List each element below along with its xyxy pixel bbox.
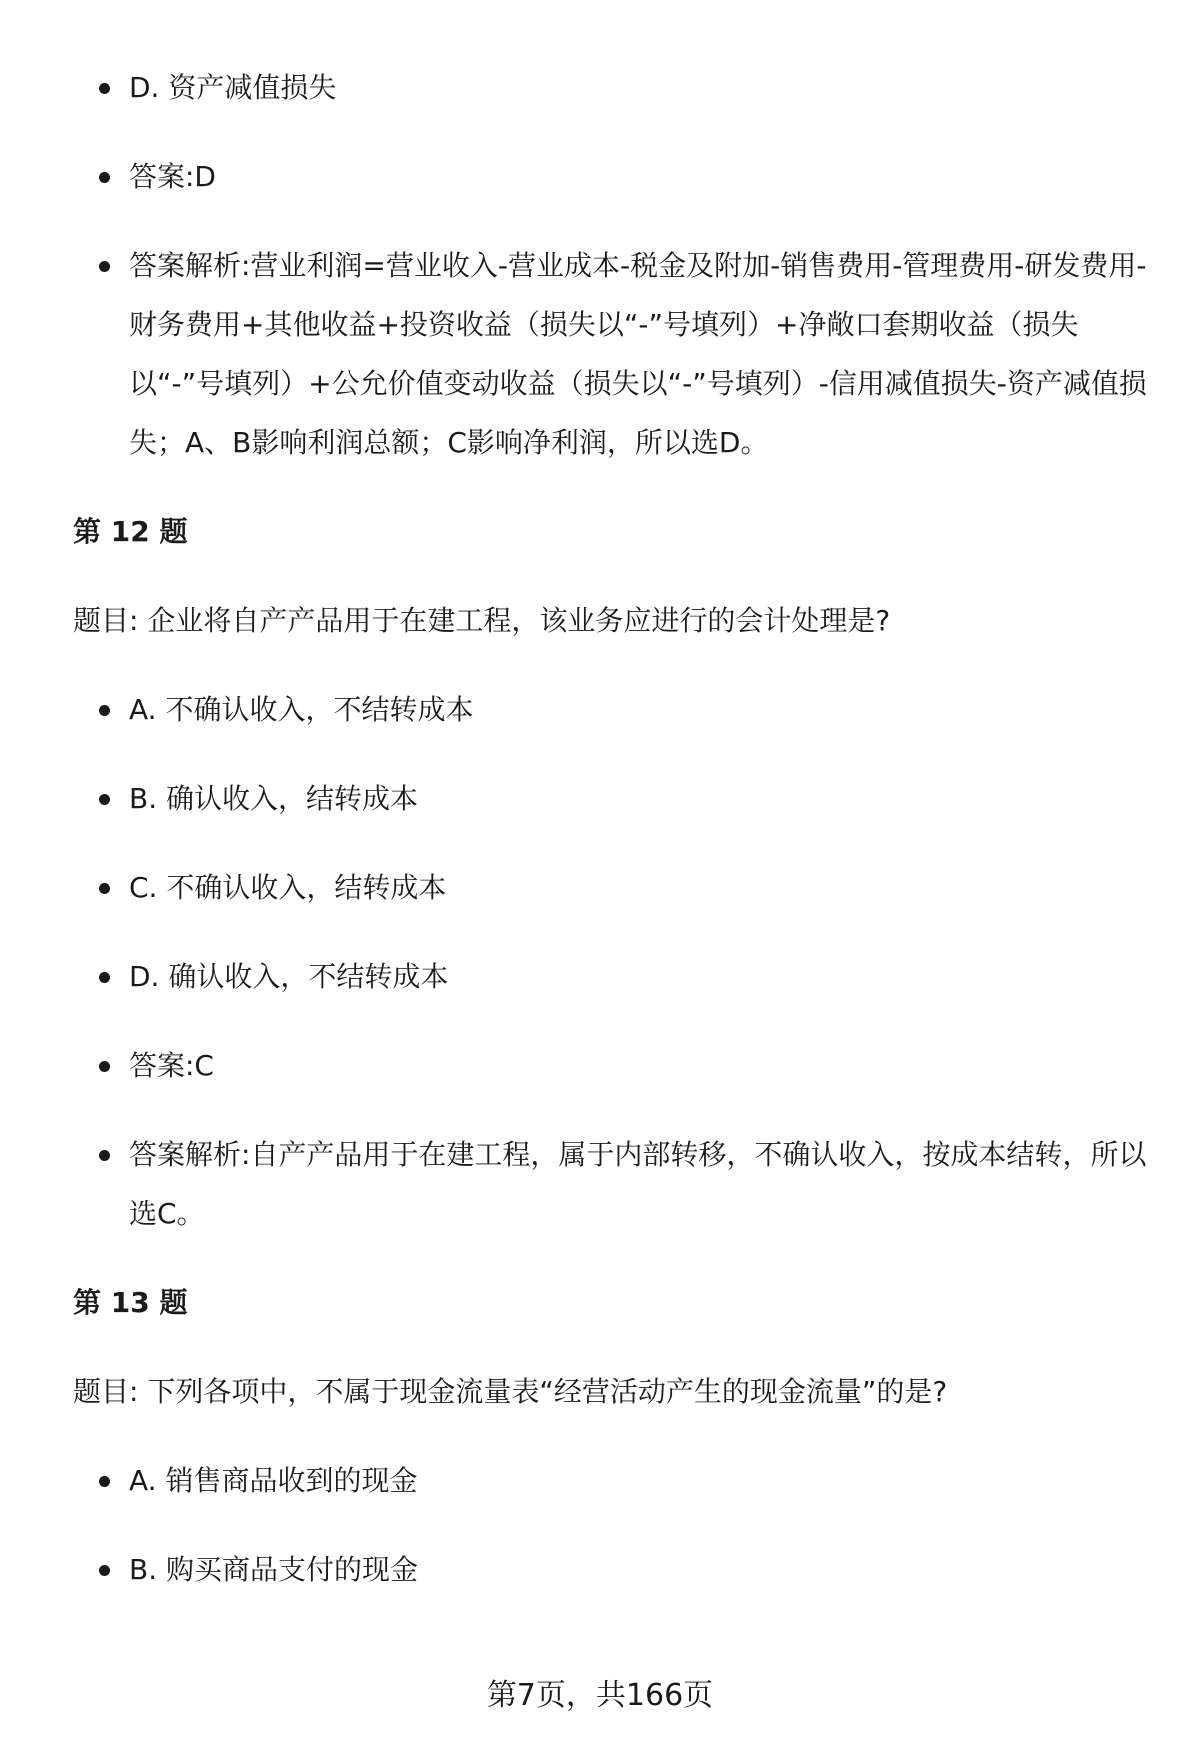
question-heading: 第 12 题 [73, 515, 188, 548]
answer-text: 答案:D [129, 160, 216, 193]
option-text: A. 不确认收入，不结转成本 [129, 693, 474, 726]
option-item [73, 769, 1153, 828]
answer-item [73, 1036, 1153, 1095]
option-item [73, 1540, 1153, 1599]
explanation-text: 答案解析:自产产品用于在建工程，属于内部转移，不确认收入，按成本结转，所以选C。 [129, 1138, 1147, 1230]
question-heading: 第 13 题 [73, 1286, 188, 1319]
option-item [73, 858, 1153, 917]
bullet-dot-icon [99, 883, 110, 894]
option-item [73, 1451, 1153, 1510]
answer-text: 答案:C [129, 1049, 214, 1082]
explanation-item [73, 1125, 1153, 1243]
option-text: D. 确认收入，不结转成本 [129, 960, 449, 993]
explanation-text: 答案解析:营业利润=营业收入-营业成本-税金及附加-销售费用-管理费用-研发费用-财务费用+其他收益+投资收益（损失以“-”号填列）+净敞口套期收益（损失以“-”号填列）+公允价值变动收益（损失以“-”号填列）-信用减值损失-资产减值损失；A、B影响利润总额；C影响净利润，所以选D。 [129, 249, 1147, 459]
explanation-item [73, 236, 1153, 472]
bullet-dot-icon [99, 261, 110, 272]
bullet-dot-icon [99, 1476, 110, 1487]
option-item [73, 680, 1153, 739]
option-text: D. 资产减值损失 [129, 71, 337, 104]
bullet-dot-icon [99, 1150, 110, 1161]
option-item [73, 58, 1153, 117]
bullet-dot-icon [99, 794, 110, 805]
bullet-dot-icon [99, 1565, 110, 1576]
option-text: B. 确认收入，结转成本 [129, 782, 419, 815]
option-item [73, 947, 1153, 1006]
bullet-dot-icon [99, 83, 110, 94]
bullet-dot-icon [99, 972, 110, 983]
question-stem: 题目: 下列各项中，不属于现金流量表“经营活动产生的现金流量”的是? [73, 1375, 948, 1408]
option-text: A. 销售商品收到的现金 [129, 1464, 418, 1497]
bullet-dot-icon [99, 705, 110, 716]
document-content [73, 58, 1153, 1629]
bullet-dot-icon [99, 1061, 110, 1072]
option-text: B. 购买商品支付的现金 [129, 1553, 419, 1586]
question-stem: 题目: 企业将自产产品用于在建工程，该业务应进行的会计处理是? [73, 604, 891, 637]
option-text: C. 不确认收入，结转成本 [129, 871, 447, 904]
answer-item [73, 147, 1153, 206]
bullet-dot-icon [99, 172, 110, 183]
page-number-footer: 第7页，共166页 [486, 1678, 714, 1713]
